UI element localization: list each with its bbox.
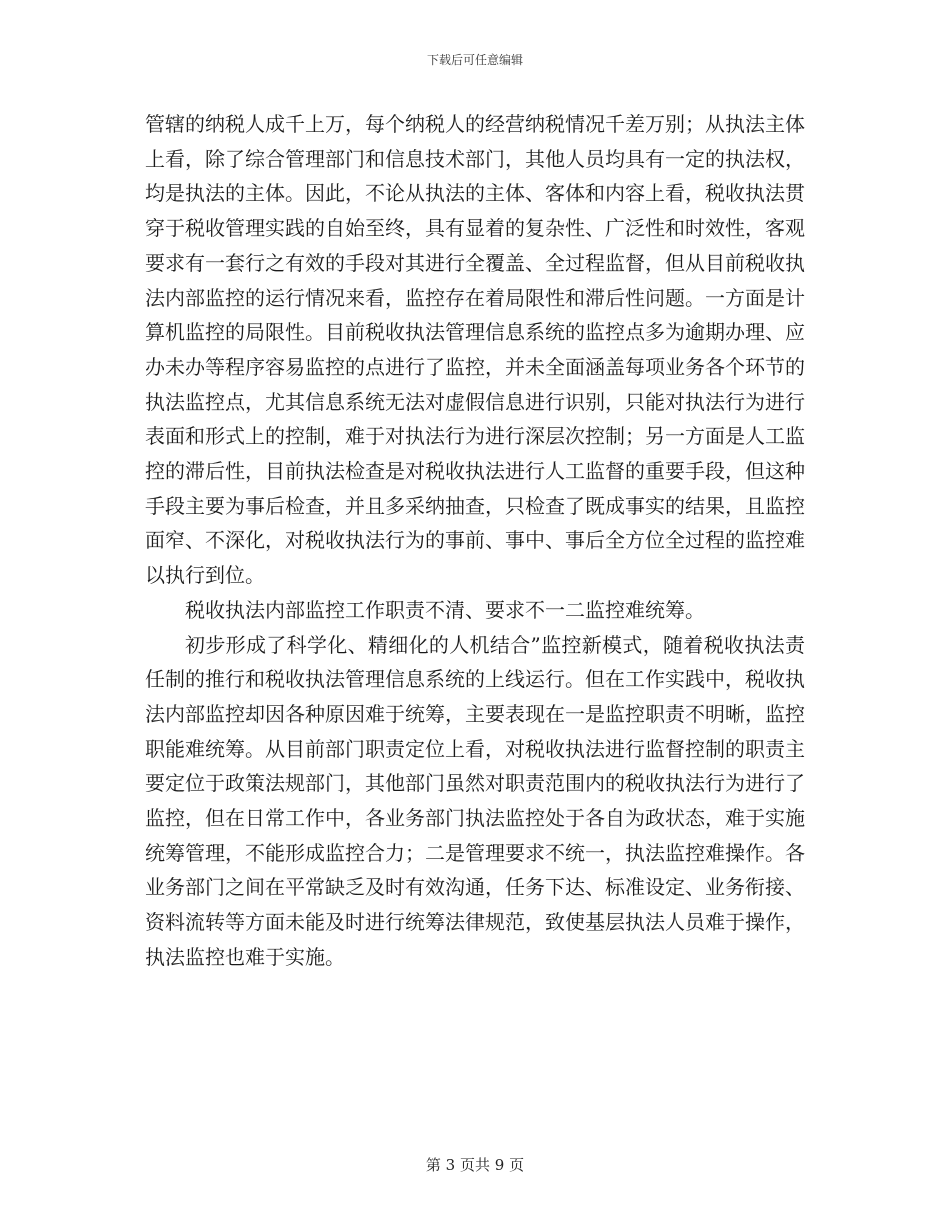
page-number-footer: 第 3 页共 9 页 <box>425 1156 525 1174</box>
paragraph-heading: 税收执法内部监控工作职责不清、要求不一二监控难统筹。 <box>185 597 705 622</box>
document-body <box>145 107 805 975</box>
paragraph-body: 初步形成了科学化、精细化的人机结合”监控新模式，随着税收执法责任制的推行和税收执法管理信息系统的上线运行。但在工作实践中，税收执法内部监控却因各种原因难于统筹，主要表现在一是监控职责不明晰，监控职能难统筹。从目前部门职责定位上看，对税收执法进行监督控制的职责主要定位于政策法规部门，其他部门虽然对职责范围内的税收执法行为进行了监控，但在日常工作中，各业务部门执法监控处于各自为政状态，难于实施统筹管理，不能形成监控合力；二是管理要求不统一，执法监控难操作。各业务部门之间在平常缺乏及时有效沟通，任务下达、标准设定、业务衔接、资料流转等方面未能及时进行统筹法律规范，致使基层执法人员难于操作，执法监控也难于实施。 <box>145 632 805 969</box>
paragraph-continuation: 管辖的纳税人成千上万，每个纳税人的经营纳税情况千差万别；从执法主体上看，除了综合管理部门和信息技术部门，其他人员均具有一定的执法权，均是执法的主体。因此，不论从执法的主体、客体和内容上看，税收执法贯穿于税收管理实践的自始至终，具有显着的复杂性、广泛性和时效性，客观要求有一套行之有效的手段对其进行全覆盖、全过程监督，但从目前税收执法内部监控的运行情况来看，监控存在着局限性和滞后性问题。一方面是计算机监控的局限性。目前税收执法管理信息系统的监控点多为逾期办理、应办未办等程序容易监控的点进行了监控，并未全面涵盖每项业务各个环节的执法监控点，尤其信息系统无法对虚假信息进行识别，只能对执法行为进行表面和形式上的控制，难于对执法行为进行深层次控制；另一方面是人工监控的滞后性，目前执法检查是对税收执法进行人工监督的重要手段，但这种手段主要为事后检查，并且多采纳抽查，只检查了既成事实的结果，且监控面窄、不深化，对税收执法行为的事前、事中、事后全方位全过程的监控难以执行到位。 <box>145 112 805 588</box>
page-header: 下载后可任意编辑 <box>426 53 523 67</box>
